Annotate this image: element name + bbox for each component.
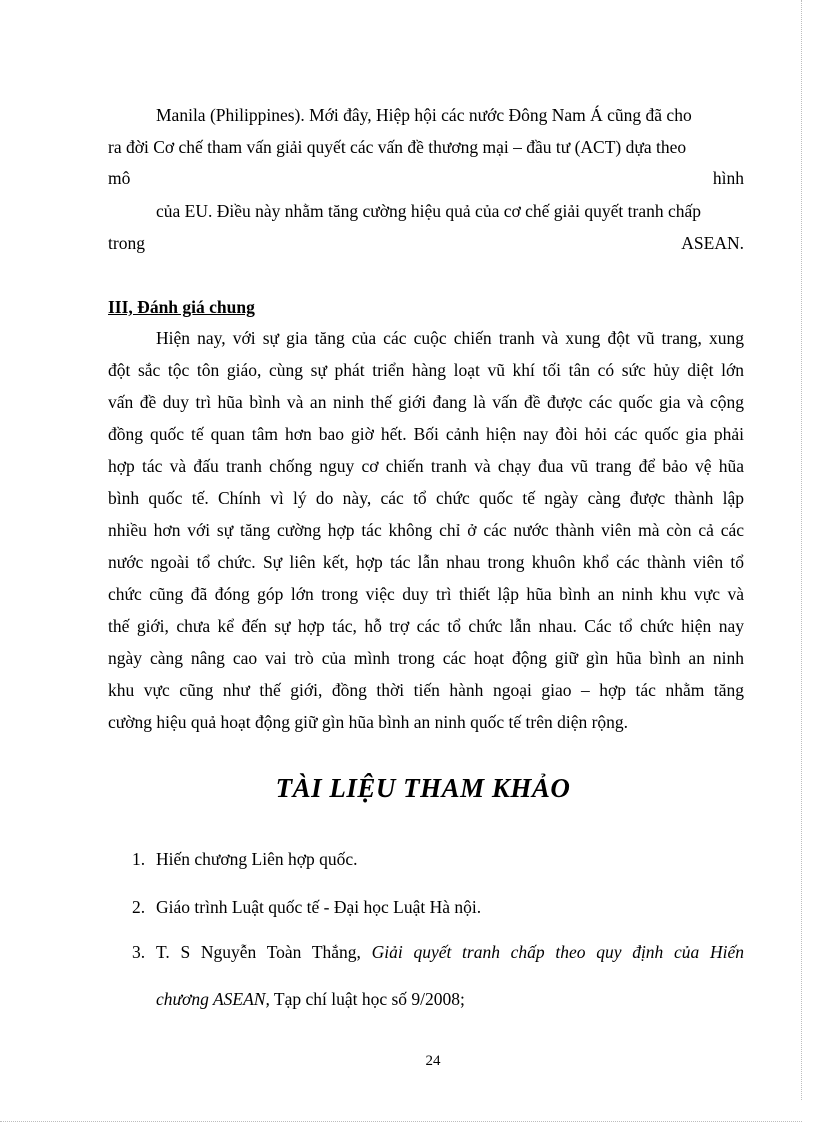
section-line-13: cường hiệu quả hoạt động giữ gìn hũa bình an ninh quốc tế trên diện rộng.	[108, 712, 629, 732]
continuation-line-2: ra đời Cơ chế tham vấn giải quyết các vấn đề thương mại – đầu tư (ACT) dựa theo	[108, 137, 687, 157]
section-line-8: nước ngoài tổ chức. Sự liên kết, hợp tác lẫn nhau trong khuôn khổ các thành viên tổ	[108, 552, 744, 572]
continuation-line-5-left: trong	[108, 233, 145, 253]
reference-text: Giáo trình Luật quốc tế - Đại học Luật Hà nội.	[156, 897, 482, 917]
reference-author: T. S Nguyễn Toàn Thắng,	[156, 942, 361, 962]
section-heading: III, Đánh giá chung	[108, 297, 255, 317]
section-line-9: chức cũng đã đóng góp lớn trong việc duy trì thiết lập hũa bình an ninh khu vực và	[108, 584, 744, 604]
section-line-11: ngày càng nâng cao vai trò của mình trong các hoạt động giữ gìn hũa bình an ninh	[108, 648, 744, 668]
reference-number: 1.	[132, 849, 146, 869]
reference-number: 2.	[132, 897, 146, 917]
reference-text: Hiến chương Liên hợp quốc.	[156, 849, 358, 869]
continuation-line-1: Manila (Philippines). Mới đây, Hiệp hội các nước Đông Nam Á cũng đã cho	[156, 105, 692, 125]
page-border-right	[801, 0, 802, 1100]
section-line-4: đồng quốc tế quan tâm hơn bao giờ hết. Bối cảnh hiện nay đòi hỏi các quốc gia phải	[108, 424, 744, 444]
page-number: 24	[425, 1053, 441, 1069]
continuation-line-5	[108, 233, 744, 253]
reference-title-part-2: chương ASEAN,	[156, 989, 270, 1009]
page-border-bottom	[0, 1121, 802, 1122]
reference-item-3-continued	[156, 989, 465, 1009]
continuation-line-3-left: mô	[108, 168, 131, 188]
continuation-line-3-right: hình	[712, 168, 744, 188]
section-line-3: vấn đề duy trì hũa bình và an ninh thế giới đang là vấn đề được các quốc gia và cộng	[108, 392, 744, 412]
section-line-6: bình quốc tế. Chính vì lý do này, các tổ chức quốc tế ngày càng được thành lập	[108, 488, 744, 508]
continuation-line-5-right: ASEAN.	[681, 233, 744, 253]
reference-line-1	[156, 942, 744, 962]
continuation-line-3	[108, 168, 744, 188]
section-line-12: khu vực cũng như thế giới, đồng thời tiến hành ngoại giao – hợp tác nhằm tăng	[108, 680, 744, 700]
reference-source: Tạp chí luật học số 9/2008;	[273, 989, 465, 1009]
continuation-line-4: của EU. Điều này nhằm tăng cường hiệu quả của cơ chế giải quyết tranh chấp	[156, 201, 702, 221]
reference-number: 3.	[132, 942, 146, 962]
section-line-1: Hiện nay, với sự gia tăng của các cuộc chiến tranh và xung đột vũ trang, xung	[156, 328, 744, 348]
section-line-2: đột sắc tộc tôn giáo, cùng sự phát triển hàng loạt vũ khí tối tân có sức hủy diệt lớn	[108, 360, 744, 380]
reference-title-part-1: Giải quyết tranh chấp theo quy định của Hiến	[371, 942, 745, 962]
section-line-5: hợp tác và đấu tranh chống nguy cơ chiến tranh và chạy đua vũ trang để bảo vệ hũa	[108, 456, 744, 476]
section-line-10: thế giới, chưa kể đến sự hợp tác, hỗ trợ các tổ chức lẫn nhau. Các tổ chức hiện nay	[108, 616, 744, 636]
references-title: TÀI LIỆU THAM KHẢO	[275, 773, 571, 803]
section-line-7: nhiều hơn với sự tăng cường hợp tác không chỉ ở các nước thành viên mà còn cả các	[108, 520, 744, 540]
